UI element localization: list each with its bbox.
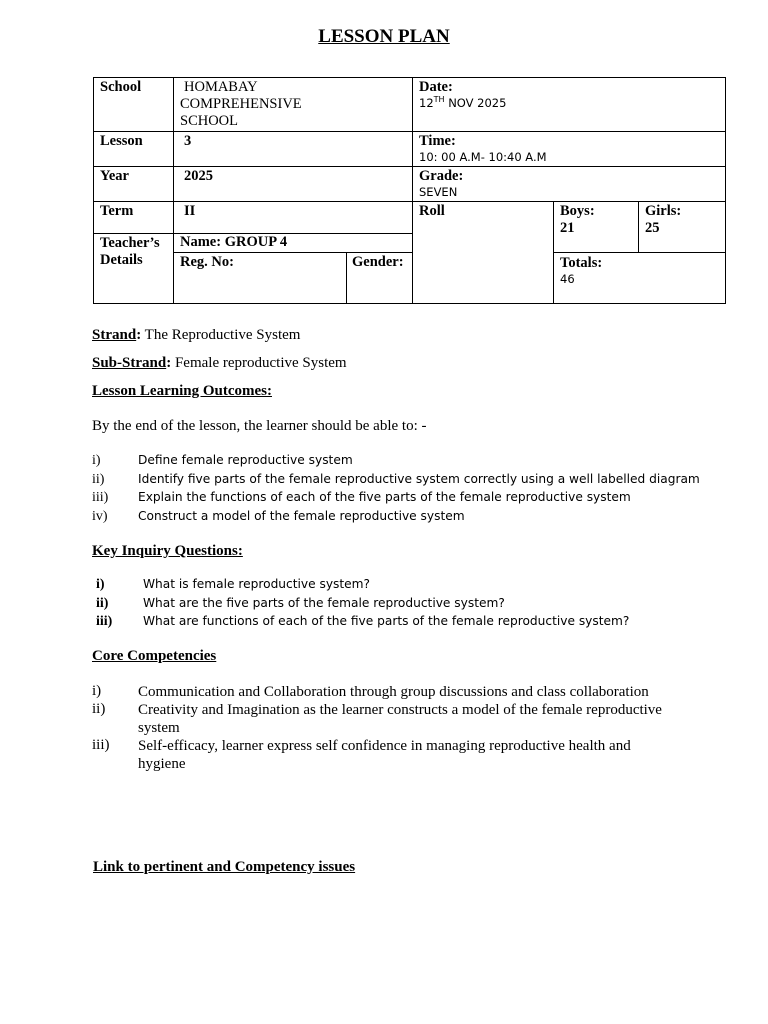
list-item: iii) Self-efficacy, learner express self confidence in managing reproductive health and hygiene — [92, 737, 631, 772]
gender-label: Gender: — [347, 253, 413, 304]
list-item: iii) What are functions of each of the five parts of the female reproductive system? — [96, 614, 630, 629]
lesson-value: 3 — [174, 132, 413, 167]
list-item: i) Communication and Collaboration through group discussions and class collaboration — [92, 683, 649, 700]
list-item: iv) Construct a model of the female reproductive system — [92, 508, 465, 524]
list-item: ii) Identify five parts of the female reproductive system correctly using a well labelled diagram — [92, 471, 700, 487]
list-item: i) What is female reproductive system? — [96, 577, 371, 592]
time-label: Time: — [419, 133, 456, 149]
date-label: Date: — [419, 79, 453, 95]
boys-cell — [554, 202, 639, 253]
sub-strand-line: Sub-Strand: Female reproductive System — [92, 355, 347, 371]
reg-no-label: Reg. No: — [174, 253, 347, 304]
outcomes-list — [92, 453, 732, 527]
lesson-label: Lesson — [94, 132, 174, 167]
page-title: LESSON PLAN — [318, 26, 450, 47]
inquiry-list — [96, 577, 736, 633]
grade-label: Grade: — [419, 168, 464, 184]
teacher-details-label: Teacher’s Details — [94, 234, 174, 304]
roll-label: Roll — [413, 202, 554, 304]
school-value: HOMABAY COMPREHENSIVE SCHOOL — [174, 78, 413, 132]
time-cell — [413, 132, 726, 167]
list-item: ii) Creativity and Imagination as the learner constructs a model of the female reproductive system — [92, 701, 662, 736]
strand-line: Strand: The Reproductive System — [92, 327, 301, 343]
list-item: iii) Explain the functions of each of the five parts of the female reproductive system — [92, 490, 631, 505]
totals-value: 46 — [560, 272, 575, 286]
term-label: Term — [94, 202, 174, 234]
totals-label: Totals: — [560, 255, 603, 271]
time-value: 10: 00 A.M- 10:40 A.M — [419, 150, 547, 164]
outcomes-heading: Lesson Learning Outcomes: — [92, 383, 272, 399]
date-cell — [413, 78, 726, 132]
grade-value: SEVEN — [419, 185, 458, 199]
girls-label: Girls: — [645, 203, 682, 219]
year-value: 2025 — [174, 167, 413, 202]
list-item: ii) What are the five parts of the female reproductive system? — [96, 595, 505, 611]
list-item: i) Define female reproductive system — [92, 453, 353, 468]
boys-label: Boys: — [560, 203, 595, 219]
outcomes-intro: By the end of the lesson, the learner should be able to: - — [92, 418, 427, 434]
term-value: II — [174, 202, 413, 234]
girls-cell — [639, 202, 726, 253]
lesson-details-table — [93, 77, 726, 304]
grade-cell — [413, 167, 726, 202]
link-heading: Link to pertinent and Competency issues — [93, 859, 356, 875]
boys-value: 21 — [560, 220, 575, 236]
competencies-heading: Core Competencies — [92, 648, 217, 664]
totals-cell — [554, 253, 726, 304]
inquiry-heading: Key Inquiry Questions: — [92, 543, 243, 559]
competencies-list — [92, 683, 732, 773]
girls-value: 25 — [645, 220, 660, 236]
year-label: Year — [94, 167, 174, 202]
date-value: 12TH NOV 2025 — [419, 95, 507, 110]
school-label: School — [94, 78, 174, 132]
teacher-name: Name: GROUP 4 — [174, 234, 413, 253]
